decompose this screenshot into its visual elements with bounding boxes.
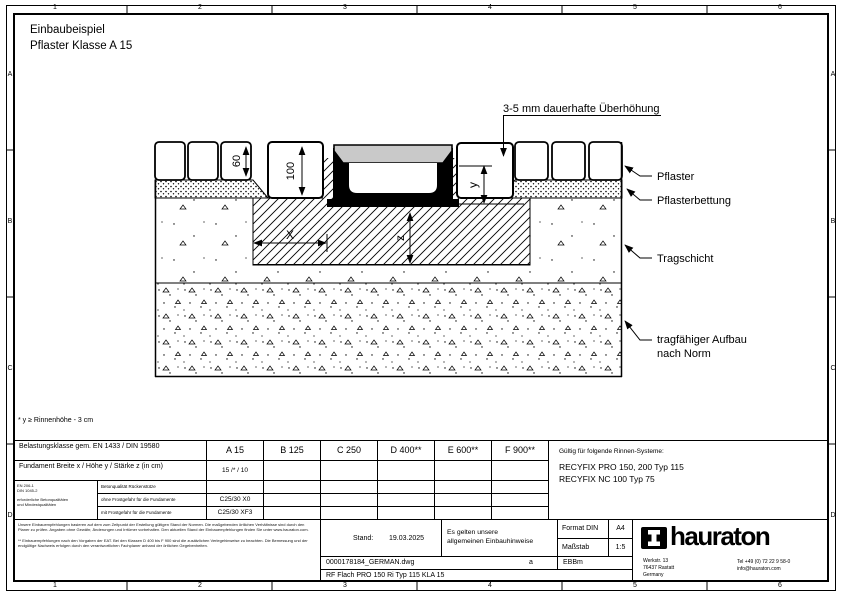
file-name-cell [320,556,558,570]
company-contact: Tel +49 (0) 72 22 9 58-0 info@hauraton.com [737,559,791,572]
class-f900: F 900** [491,440,549,461]
valid-system: RECYFIX NC 100 Typ 75 [559,474,655,484]
class-c250: C 250 [320,440,378,461]
channel-cavity [349,163,437,193]
label-leaders [625,166,652,340]
frame-row-label: D [830,512,836,519]
frame-col-label: 5 [633,582,637,589]
frame-row-label: C [7,365,13,372]
disclaimer [14,519,321,582]
hints-cell: Es gelten unsere allgemeinen Einbauhinweise [441,519,558,557]
valid-systems-title: Gültig für folgende Rinnen-Systeme: [559,448,664,455]
concrete-row-label: Betonqualität Rückenstütze [97,480,207,494]
frame-col-label: 2 [198,582,202,589]
company-name: hauraton [670,521,770,551]
editor: EBBm [557,556,633,570]
frame-row-label: C [830,365,836,372]
dim-block-height: 100 [285,161,297,181]
frame-col-label: 6 [778,582,782,589]
stand-label: Stand: [353,535,374,542]
foundation-label: Fundament Breite x / Höhe y / Stärke z (in cm) [14,460,207,481]
disclaimer-paragraph-1: Unsere Einbauempfehlungen basieren auf dem zum Zeitpunkt der Erstellung gültigen Stand der Normen. Die maßgebenden örtlichen Verhältnisse sind durch den Planer zu prüfen. Angaben ohne Gewähr, Änderungen und Irrtümer vorbehalten. Den aktuellen Stand der Einbauempfehlungen finden Sie unter www.hauraton.com. [18,522,309,532]
frame-row-label: B [830,218,836,225]
edge-block-right [457,143,513,198]
dim-y: y [466,182,480,188]
dim-x: X [285,228,295,242]
frame-row-label: A [7,71,13,78]
format-label: Format DIN [557,519,609,539]
foundation-value: 15 /* / 10 [206,460,264,481]
revision: a [529,559,533,566]
concrete-row-value [206,480,264,494]
label-tragschicht: Tragschicht [657,253,714,265]
frame-row-label: B [7,218,13,225]
frame-col-label: 4 [488,582,492,589]
footnote-y: * y ≥ Rinnenhöhe - 3 cm [18,417,94,424]
frame-row-label: D [7,512,13,519]
concrete-foundation [253,198,530,265]
drawing-title: RF Flach PRO 150 Ri Typ 115 KLA 15 [320,569,633,582]
title-line-2: Pflaster Klasse A 15 [30,40,133,52]
bedding-left [155,180,268,198]
concrete-row-label: ohne Frostgefahr für die Fundamente [97,493,207,507]
frame-col-label: 6 [778,4,782,11]
frame-col-label: 2 [198,4,202,11]
label-aufbau-line2: nach Norm [657,348,711,360]
scale-label: Maßstab [557,538,609,557]
file-name: 0000178184_GERMAN.dwg [326,559,415,566]
concrete-row-value: C25/30 X0 [206,493,264,507]
label-aufbau-line1: tragfähiger Aufbau [657,334,747,346]
frame-col-label: 4 [488,4,492,11]
frame-col-label: 1 [53,582,57,589]
hauraton-logo-icon [641,527,667,549]
frame-col-label: 3 [343,582,347,589]
company-box [632,519,829,582]
frame-col-label: 1 [53,4,57,11]
frame-col-label: 5 [633,4,637,11]
stand-value: 19.03.2025 [389,535,425,542]
channel-grate [334,145,452,163]
frame-col-label: 3 [343,4,347,11]
title-line-1: Einbaubeispiel [30,24,105,36]
company-address: Werkstr. 13 76437 Rastatt Germany [643,558,675,578]
label-pflaster: Pflaster [657,171,695,183]
class-a15: A 15 [206,440,264,461]
concrete-row-label: mit Frostgefahr für die Fundamente [97,506,207,520]
dim-z: z [393,235,407,241]
class-e600: E 600** [434,440,492,461]
annotation-overheight: 3-5 mm dauerhafte Überhöhung [503,103,660,115]
bedding-right [503,180,622,198]
valid-systems-box [548,440,829,520]
disclaimer-paragraph-2: ** Einbauempfehlungen nach den Vorgaben der EAT. Bei den Klassen D 400 bis F 900 sind die zusätzlichen Verlegehinweise zu beachten. Die Bemessung und der endgültige Nachweis erfolgen durch den verantwortlichen Fachplaner anhand der örtlichen Gegebenheiten. [18,538,308,548]
class-d400: D 400** [377,440,435,461]
base-layer [155,283,622,377]
valid-system: RECYFIX PRO 150, 200 Typ 115 [559,462,684,472]
load-class-label: Belastungsklasse gem. EN 1433 / DIN 19580 [14,440,207,461]
frame-row-label: A [830,71,836,78]
dim-paver-height: 60 [231,154,243,168]
stand-cell [320,519,442,557]
scale-value: 1:5 [608,538,633,557]
format-value: A4 [608,519,633,539]
class-b125: B 125 [263,440,321,461]
label-pflasterbettung: Pflasterbettung [657,195,731,207]
concrete-row-value: C25/30 XF3 [206,506,264,520]
concrete-note: EN 206-1 DIN 1045-2 erforderliche Betonqualitäten und Mindestqualitäten [14,480,98,520]
